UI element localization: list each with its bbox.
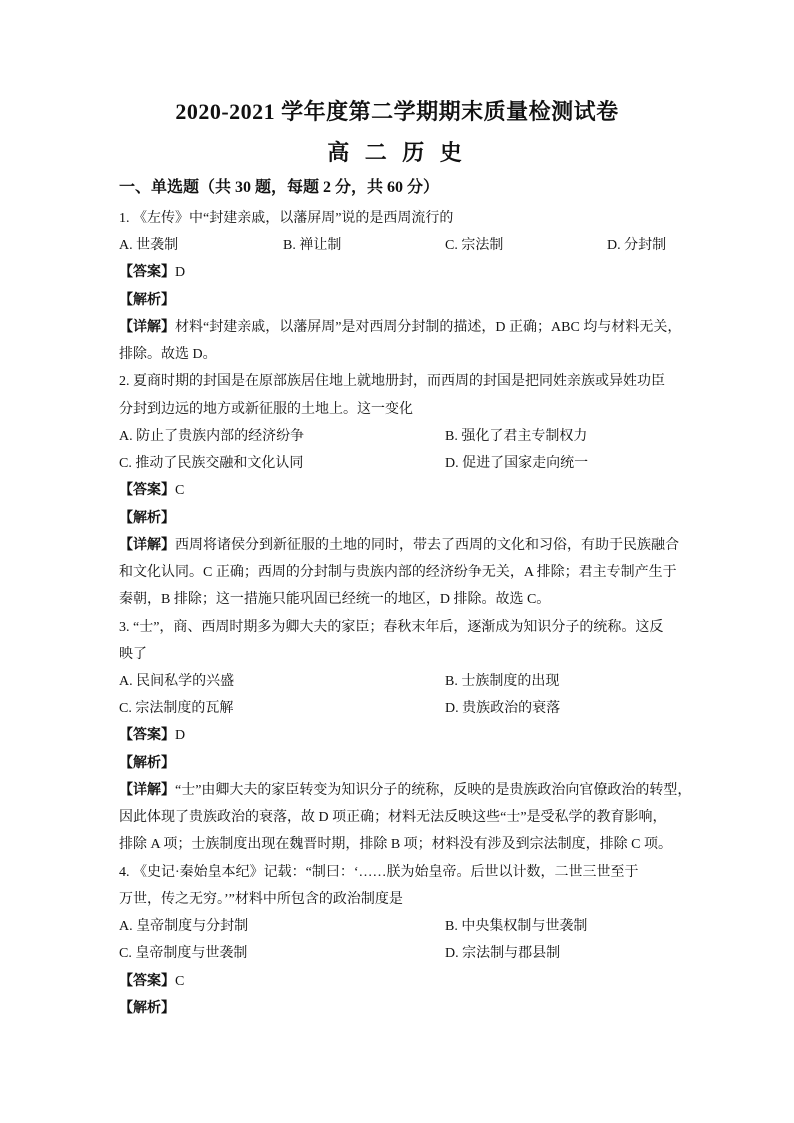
analysis-line (119, 995, 694, 1022)
question-list (119, 205, 694, 1022)
option-b: B. 中央集权制与世袭制 (445, 919, 588, 935)
analysis-label: 【解析】 (119, 1000, 175, 1016)
option-c: C. 皇帝制度与世袭制 (119, 946, 248, 962)
question-stem-line: 1. 《左传》中“封建亲戚，以藩屏周”说的是西周流行的 (119, 211, 454, 226)
option-d: D. 促进了国家走向统一 (445, 456, 589, 472)
detail-label: 【详解】 (119, 782, 175, 798)
option-row (119, 423, 694, 450)
detail-line (119, 559, 694, 586)
option-row (119, 695, 694, 722)
detail-line (119, 831, 694, 858)
question-1 (119, 205, 694, 368)
option-b: B. 士族制度的出现 (445, 673, 560, 689)
detail-line (119, 804, 694, 831)
option-d: D. 宗法制与郡县制 (445, 946, 561, 962)
detail-line (119, 586, 694, 613)
question-stem-line: 3. “士”，商、西周时期多为卿大夫的家臣；春秋末年后，逐渐成为知识分子的统称。这反 (119, 619, 664, 635)
answer-label: 【答案】 (119, 483, 175, 499)
question-4 (119, 859, 694, 1022)
detail-line (119, 341, 694, 368)
detail-text: 材料“封建亲戚，以藩屏周”是对西周分封制的描述，D 正确；ABC 均与材料无关， (175, 319, 682, 335)
exam-title: 2020-2021 学年度第二学期期末质量检测试卷 (175, 99, 619, 124)
detail-text: 排除。故选 D。 (119, 347, 217, 363)
answer-value: D (175, 728, 186, 744)
option-b: B. 禅让制 (283, 238, 342, 254)
question-stem-line: 2. 夏商时期的封国是在原部族居住地上就地册封，而西周的封国是把同姓亲族或异姓功臣 (119, 374, 665, 390)
detail-text: 秦朝，B 排除；这一措施只能巩固已经统一的地区，D 排除。故选 C。 (119, 592, 551, 608)
detail-label: 【详解】 (119, 319, 175, 335)
answer-value: C (175, 483, 185, 499)
detail-text: 排除 A 项；士族制度出现在魏晋时期，排除 B 项；材料没有涉及到宗法制度，排除 C 项。 (119, 837, 673, 853)
detail-text: 因此体现了贵族政治的衰落，故 D 项正确；材料无法反映这些“士”是受私学的教育影响， (119, 810, 667, 826)
section-heading: 一、单选题（共 30 题，每题 2 分，共 60 分） (119, 179, 440, 196)
option-row (119, 940, 694, 967)
answer-label: 【答案】 (119, 973, 175, 989)
question-stem-line: 4. 《史记·秦始皇本纪》记载：“制曰：‘……朕为始皇帝。后世以计数，二世三世至于 (119, 864, 639, 880)
option-c: C. 宗法制 (445, 238, 504, 254)
option-row (119, 450, 694, 477)
answer-label: 【答案】 (119, 728, 175, 744)
detail-text: 和文化认同。C 正确；西周的分封制与贵族内部的经济纷争无关，A 排除；君主专制产生于 (119, 565, 677, 581)
analysis-label: 【解析】 (119, 755, 175, 771)
option-d: D. 分封制 (607, 238, 667, 254)
question-stem-line: 万世，传之无穷。’”材料中所包含的政治制度是 (119, 891, 403, 907)
analysis-line (119, 750, 694, 777)
option-d: D. 贵族政治的衰落 (445, 701, 561, 717)
detail-text: “士”由卿大夫的家臣转变为知识分子的统称，反映的是贵族政治向官僚政治的转型， (175, 782, 692, 798)
option-c: C. 推动了民族交融和文化认同 (119, 456, 304, 472)
exam-subject: 高 二 历 史 (327, 140, 467, 165)
option-b: B. 强化了君主专制权力 (445, 428, 588, 444)
question-stem-line: 分封到边远的地方或新征服的土地上。这一变化 (119, 401, 413, 417)
question-3 (119, 614, 694, 859)
detail-line (119, 777, 694, 804)
answer-line (119, 259, 694, 286)
option-row (119, 913, 694, 940)
option-c: C. 宗法制度的瓦解 (119, 701, 234, 717)
answer-label: 【答案】 (119, 265, 175, 281)
answer-value: D (175, 265, 186, 281)
answer-value: C (175, 973, 185, 989)
detail-line (119, 314, 694, 341)
answer-line (119, 722, 694, 749)
analysis-line (119, 287, 694, 314)
option-a: A. 世袭制 (119, 238, 179, 254)
answer-line (119, 477, 694, 504)
option-row (119, 668, 694, 695)
option-a: A. 皇帝制度与分封制 (119, 919, 249, 935)
detail-label: 【详解】 (119, 537, 175, 553)
answer-line (119, 968, 694, 995)
analysis-label: 【解析】 (119, 292, 175, 308)
detail-line (119, 532, 694, 559)
question-2 (119, 368, 694, 613)
detail-text: 西周将诸侯分到新征服的土地的同时，带去了西周的文化和习俗，有助于民族融合 (175, 537, 679, 553)
option-a: A. 防止了贵族内部的经济纷争 (119, 428, 305, 444)
analysis-label: 【解析】 (119, 510, 175, 526)
analysis-line (119, 505, 694, 532)
option-row (119, 232, 694, 259)
question-stem-line: 映了 (119, 646, 147, 662)
option-a: A. 民间私学的兴盛 (119, 673, 235, 689)
